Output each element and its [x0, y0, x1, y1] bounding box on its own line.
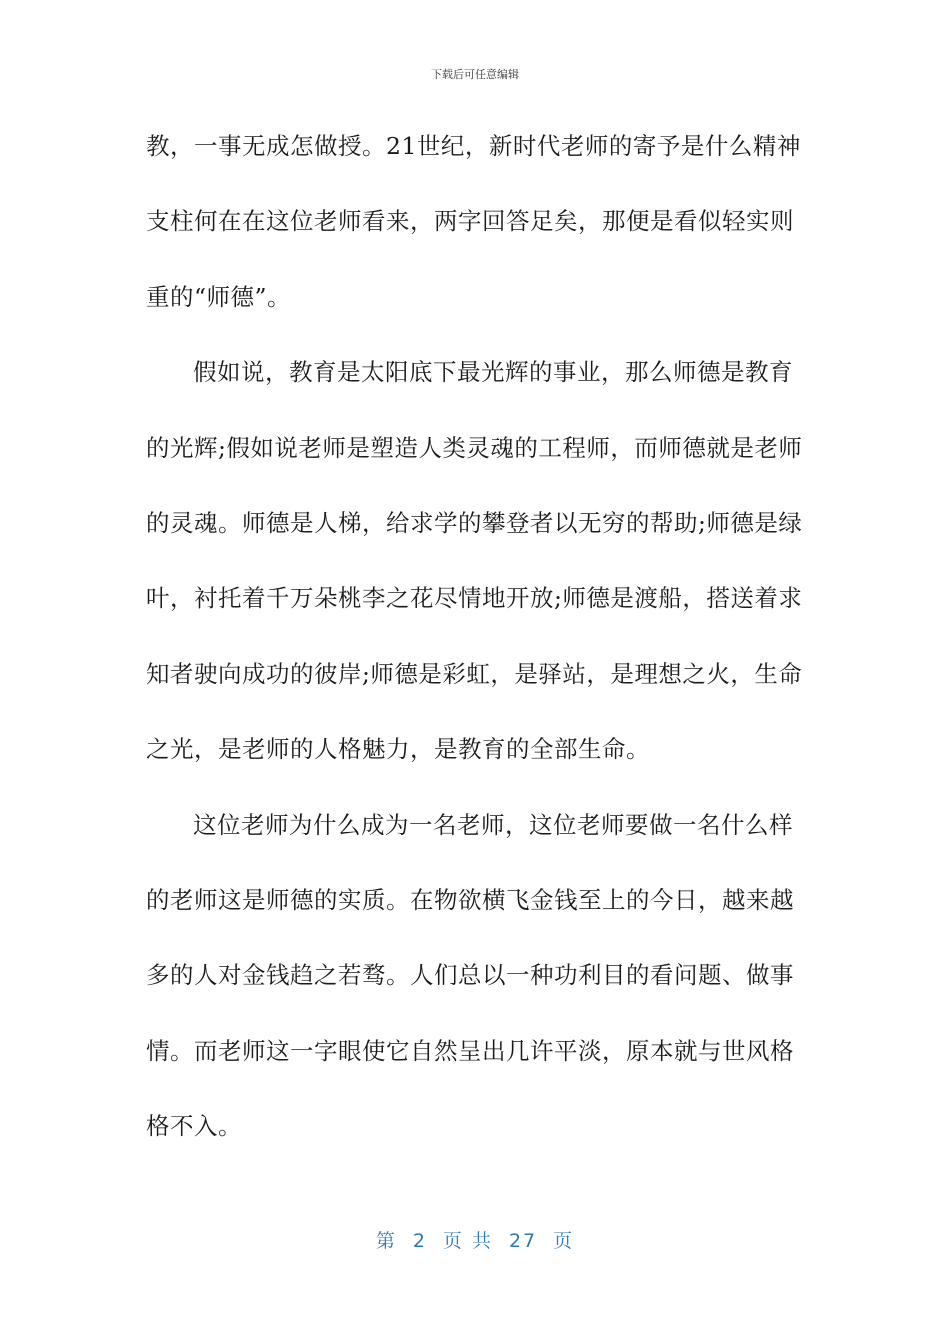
- text-line: 的光辉;假如说老师是塑造人类灵魂的工程师，而师德就是老师: [146, 433, 803, 462]
- text-line: 教，一事无成怎做授。21世纪，新时代老师的寄予是什么精神: [146, 132, 801, 160]
- current-page-number: 2: [412, 1230, 427, 1252]
- text-line: 的灵魂。师德是人梯，给求学的攀登者以无穷的帮助;师德是绿: [146, 508, 803, 537]
- text-line: 多的人对金钱趋之若骛。人们总以一种功利目的看问题、做事: [146, 961, 794, 990]
- paragraph-first-line: 假如说，教育是太阳底下最光辉的事业，那么师德是教育: [193, 358, 793, 387]
- page-header-note: 下载后可任意编辑: [431, 68, 519, 81]
- text-line: 格不入。: [146, 1112, 242, 1141]
- footer-prefix: 第: [375, 1230, 397, 1252]
- text-line: 的老师这是师德的实质。在物欲横飞金钱至上的今日，越来越: [146, 885, 794, 914]
- total-pages-number: 27: [508, 1230, 538, 1252]
- text-line: 情。而老师这一字眼使它自然呈出几许平淡，原本就与世风格: [146, 1036, 794, 1065]
- text-line: 知者驶向成功的彼岸;师德是彩虹，是驿站，是理想之火，生命: [146, 659, 803, 688]
- text-line: 之光，是老师的人格魅力，是教育的全部生命。: [146, 735, 650, 764]
- text-line: 叶，衬托着千万朵桃李之花尽情地开放;师德是渡船，搭送着求: [146, 584, 803, 613]
- text-line: 支柱何在在这位老师看来，两字回答足矣，那便是看似轻实则: [146, 207, 794, 236]
- page-number-footer: [0, 1226, 950, 1253]
- paragraph-first-line: 这位老师为什么成为一名老师，这位老师要做一名什么样: [193, 810, 793, 839]
- footer-suffix: 页: [553, 1230, 575, 1252]
- footer-middle: 页 共: [442, 1230, 493, 1252]
- text-line: 重的“师德”。: [146, 282, 292, 311]
- document-body: [146, 124, 806, 1179]
